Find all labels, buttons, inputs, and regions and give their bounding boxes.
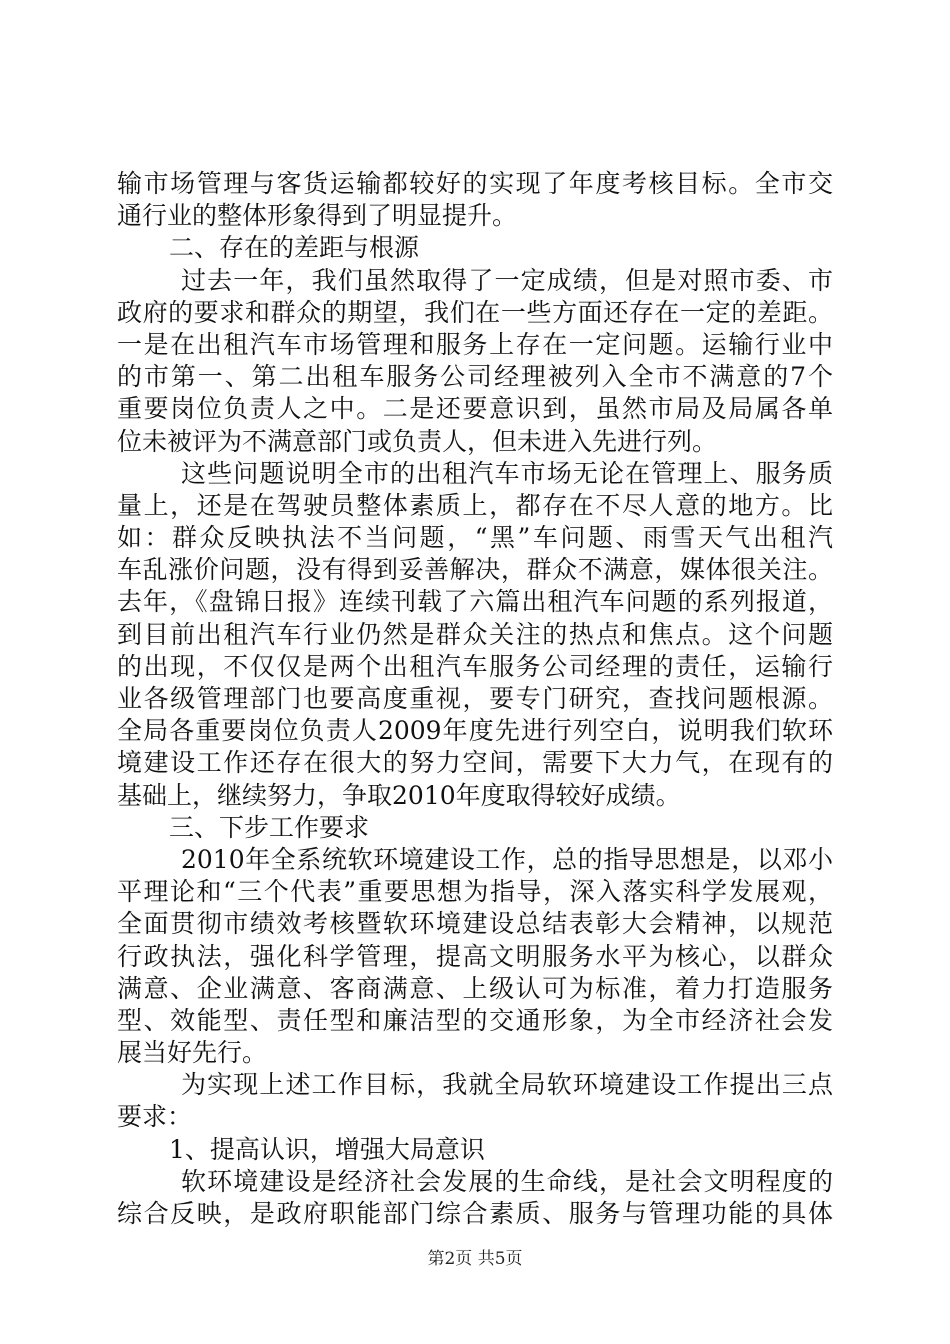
text-line: 如：群众反映执法不当问题，“黑”车问题、雨雪天气出租汽 [117, 523, 833, 553]
text-line: 车乱涨价问题，没有得到妥善解决，群众不满意，媒体很关注。 [117, 555, 833, 585]
text-line: 政府的要求和群众的期望，我们在一些方面还存在一定的差距。 [117, 297, 833, 327]
text-line: 的市第一、第二出租车服务公司经理被列入全市不满意的7个 [117, 362, 833, 392]
text-line: 为实现上述工作目标，我就全局软环境建设工作提出三点 [181, 1070, 833, 1100]
text-line: 满意、企业满意、客商满意、上级认可为标准，着力打造服务 [117, 973, 833, 1003]
text-line: 位未被评为不满意部门或负责人，但未进入先进行列。 [117, 426, 718, 456]
subsection-heading: 1、提高认识，增强大局意识 [169, 1134, 485, 1164]
document-body [117, 168, 833, 1230]
text-line: 通行业的整体形象得到了明显提升。 [117, 201, 518, 231]
text-line: 基础上，继续努力，争取2010年度取得较好成绩。 [117, 780, 681, 810]
text-line: 行政执法，强化科学管理，提高文明服务水平为核心，以群众 [117, 941, 833, 971]
page-indicator: 第2页 共5页 [427, 1249, 523, 1269]
text-line: 全局各重要岗位负责人2009年度先进行列空白，说明我们软环 [117, 716, 833, 746]
text-line: 综合反映，是政府职能部门综合素质、服务与管理功能的具体 [117, 1199, 833, 1228]
section-heading: 三、下步工作要求 [169, 812, 370, 842]
text-line: 平理论和“三个代表”重要思想为指导，深入落实科学发展观， [117, 877, 833, 907]
text-line: 去年，《盘锦日报》连续刊载了六篇出租汽车问题的系列报道， [117, 587, 833, 617]
text-line: 的出现，不仅仅是两个出租汽车服务公司经理的责任，运输行 [117, 651, 833, 681]
text-line: 过去一年，我们虽然取得了一定成绩，但是对照市委、市 [181, 265, 833, 295]
text-line: 要求： [117, 1102, 193, 1132]
section-heading: 二、存在的差距与根源 [169, 233, 420, 263]
text-line: 输市场管理与客货运输都较好的实现了年度考核目标。全市交 [117, 169, 833, 198]
text-line: 软环境建设是经济社会发展的生命线，是社会文明程度的 [181, 1166, 833, 1196]
text-line: 重要岗位负责人之中。二是还要意识到，虽然市局及局属各单 [117, 394, 833, 424]
text-line: 2010年全系统软环境建设工作，总的指导思想是，以邓小 [181, 844, 833, 874]
text-line: 一是在出租汽车市场管理和服务上存在一定问题。运输行业中 [117, 329, 833, 359]
text-line: 展当好先行。 [117, 1038, 268, 1068]
text-line: 型、效能型、责任型和廉洁型的交通形象，为全市经济社会发 [117, 1005, 833, 1035]
text-line: 业各级管理部门也要高度重视，要专门研究，查找问题根源。 [117, 684, 833, 713]
text-line: 到目前出租汽车行业仍然是群众关注的热点和焦点。这个问题 [117, 619, 833, 649]
text-line: 量上，还是在驾驶员整体素质上，都存在不尽人意的地方。比 [117, 490, 833, 520]
text-line: 境建设工作还存在很大的努力空间，需要下大力气，在现有的 [117, 748, 833, 778]
text-line: 全面贯彻市绩效考核暨软环境建设总结表彰大会精神，以规范 [117, 909, 833, 939]
text-line: 这些问题说明全市的出租汽车市场无论在管理上、服务质 [181, 458, 833, 488]
